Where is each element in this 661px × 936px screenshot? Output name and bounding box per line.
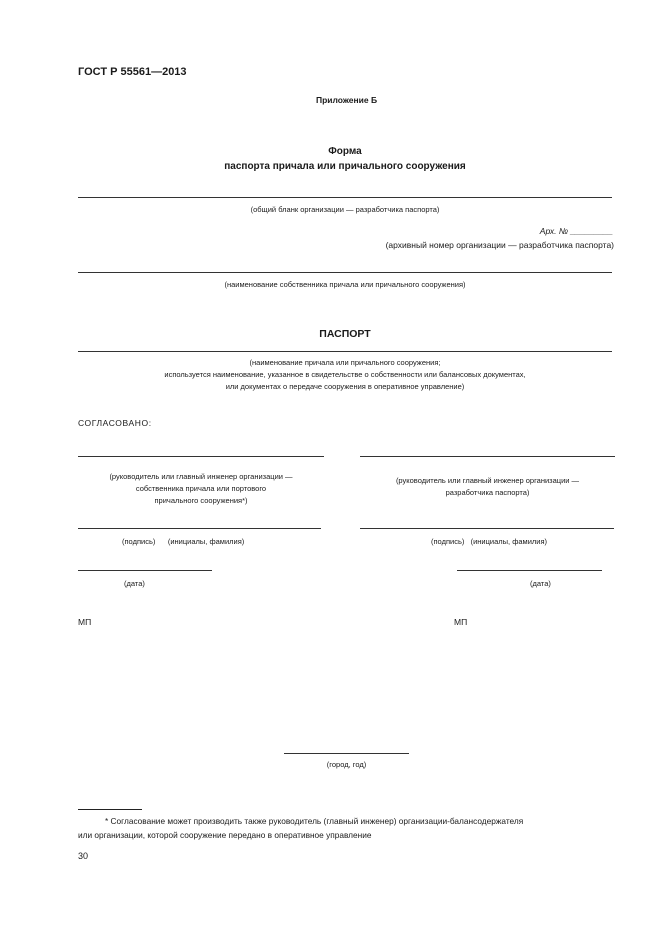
right-position-caption xyxy=(360,475,615,499)
archive-number-label: Арх. № _________ xyxy=(539,226,613,236)
left-position-line xyxy=(78,456,324,457)
owner-caption: (наименование собственника причала или причального сооружения) xyxy=(224,280,466,289)
right-signature-line xyxy=(360,528,614,529)
page-number: 30 xyxy=(78,851,89,861)
left-signature-line xyxy=(78,528,321,529)
passport-caption-line-1: (наименование причала или причального сооружения; xyxy=(249,358,441,367)
owner-line xyxy=(78,272,612,273)
left-signature-caption: (подпись) (инициалы, фамилия) xyxy=(122,537,245,546)
org-blank-line xyxy=(78,197,612,198)
passport-caption-line-3: или документах о передаче сооружения в оперативное управление) xyxy=(225,382,465,391)
city-year-line xyxy=(284,753,409,754)
passport-caption-line-2: используется наименование, указанное в свидетельстве о собственности или балансовых документах, xyxy=(164,370,526,379)
right-date-caption: (дата) xyxy=(530,579,551,588)
right-caption-line-1: (руководитель или главный инженер организации — xyxy=(395,476,580,485)
appendix-label: Приложение Б xyxy=(315,95,378,105)
left-caption-line-3: причального сооружения*) xyxy=(154,496,248,505)
right-date-line xyxy=(457,570,602,571)
left-caption-line-1: (руководитель или главный инженер организации — xyxy=(109,472,293,481)
form-subtitle: паспорта причала или причального сооружения xyxy=(224,161,466,172)
passport-name-line xyxy=(78,351,612,352)
right-caption-line-2: разработчика паспорта) xyxy=(445,488,530,497)
standard-id: ГОСТ Р 55561—2013 xyxy=(78,66,187,78)
footnote-separator xyxy=(78,809,142,810)
approval-label: СОГЛАСОВАНО: xyxy=(78,418,152,428)
left-date-caption: (дата) xyxy=(124,579,145,588)
org-blank-caption: (общий бланк организации — разработчика паспорта) xyxy=(250,205,440,214)
left-stamp-label: МП xyxy=(78,617,92,627)
passport-heading: ПАСПОРТ xyxy=(319,328,371,340)
passport-caption xyxy=(78,357,612,393)
right-stamp-label: МП xyxy=(454,617,468,627)
left-date-line xyxy=(78,570,212,571)
footnote-line-2: или организации, которой сооружение передано в оперативное управление xyxy=(78,830,372,840)
right-position-line xyxy=(360,456,615,457)
archive-number-caption: (архивный номер организации — разработчика паспорта) xyxy=(385,240,614,250)
city-year-caption: (город, год) xyxy=(326,760,367,769)
right-signature-caption: (подпись) (инициалы, фамилия) xyxy=(431,537,548,546)
form-title: Форма xyxy=(328,146,362,157)
footnote-line-1: * Согласование может производить также руководитель (главный инженер) организации-балансодержателя xyxy=(105,816,524,826)
left-caption-line-2: собственника причала или портового xyxy=(135,484,267,493)
left-position-caption xyxy=(78,471,324,507)
